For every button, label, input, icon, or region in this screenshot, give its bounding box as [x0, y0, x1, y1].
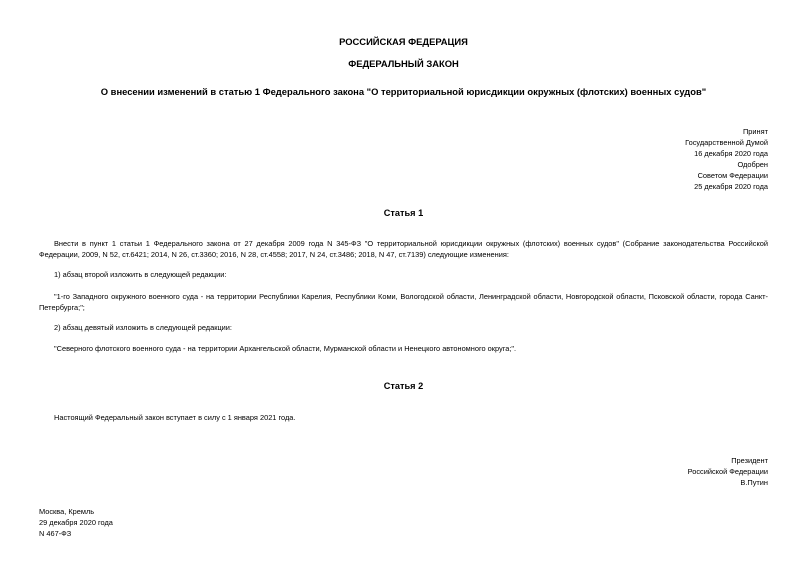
accepted-label: Принят	[742, 127, 768, 136]
signature-name: В.Путин	[740, 478, 768, 487]
signature-country: Российской Федерации	[687, 467, 768, 476]
article-2-text: Настоящий Федеральный закон вступает в силу с 1 января 2021 года.	[54, 413, 296, 422]
signature-position: Президент	[731, 456, 768, 465]
approved-date: 25 декабря 2020 года	[694, 182, 768, 191]
signing-city: Москва, Кремль	[39, 507, 95, 516]
accepted-date: 16 декабря 2020 года	[694, 149, 768, 158]
approved-by: Советом Федерации	[697, 171, 768, 180]
approved-label: Одобрен	[737, 160, 768, 169]
accepted-by: Государственной Думой	[685, 138, 768, 147]
article-1-intro: Внести в пункт 1 статьи 1 Федерального закона от 27 декабря 2009 года N 345-ФЗ "О территориальной юрисдикции окружных (флотских) военных судов" (Собрание законодательства Российской Федерации, 2009, N 52, ст.6421; 2014, N 26, ст.3360; 2016, N 28, ст.4558; 2017, N 24, ст.3486; 2018, N 47, ст.7139) следующие изменения:	[39, 239, 768, 259]
article-1-title: Статья 1	[383, 208, 424, 218]
signature-block	[688, 455, 768, 488]
law-title: О внесении изменений в статью 1 Федерального закона "О территориальной юрисдикции окружных (флотских) военных судов"	[100, 86, 707, 97]
federation-heading: РОССИЙСКАЯ ФЕДЕРАЦИЯ	[339, 36, 468, 47]
article-1-item-2-text: "Северного флотского военного суда - на территории Архангельской области, Мурманской области и Ненецкого автономного округа;".	[54, 344, 517, 353]
signing-date: 29 декабря 2020 года	[39, 518, 113, 527]
article-1-item-2: 2) абзац девятый изложить в следующей редакции:	[54, 323, 232, 332]
adoption-block	[685, 126, 768, 192]
article-2-title: Статья 2	[383, 381, 424, 391]
law-number: N 467-ФЗ	[39, 529, 72, 538]
article-1-item-1-text: "1-го Западного окружного военного суда - на территории Республики Карелия, Республики Коми, Вологодской области, Ленинградской области, Новгородской области, Псковской области, города Санкт-Петербурга;";	[39, 292, 768, 312]
law-type-heading: ФЕДЕРАЛЬНЫЙ ЗАКОН	[348, 58, 459, 69]
signing-place-block	[39, 506, 113, 539]
article-1-item-1: 1) абзац второй изложить в следующей редакции:	[54, 270, 227, 279]
